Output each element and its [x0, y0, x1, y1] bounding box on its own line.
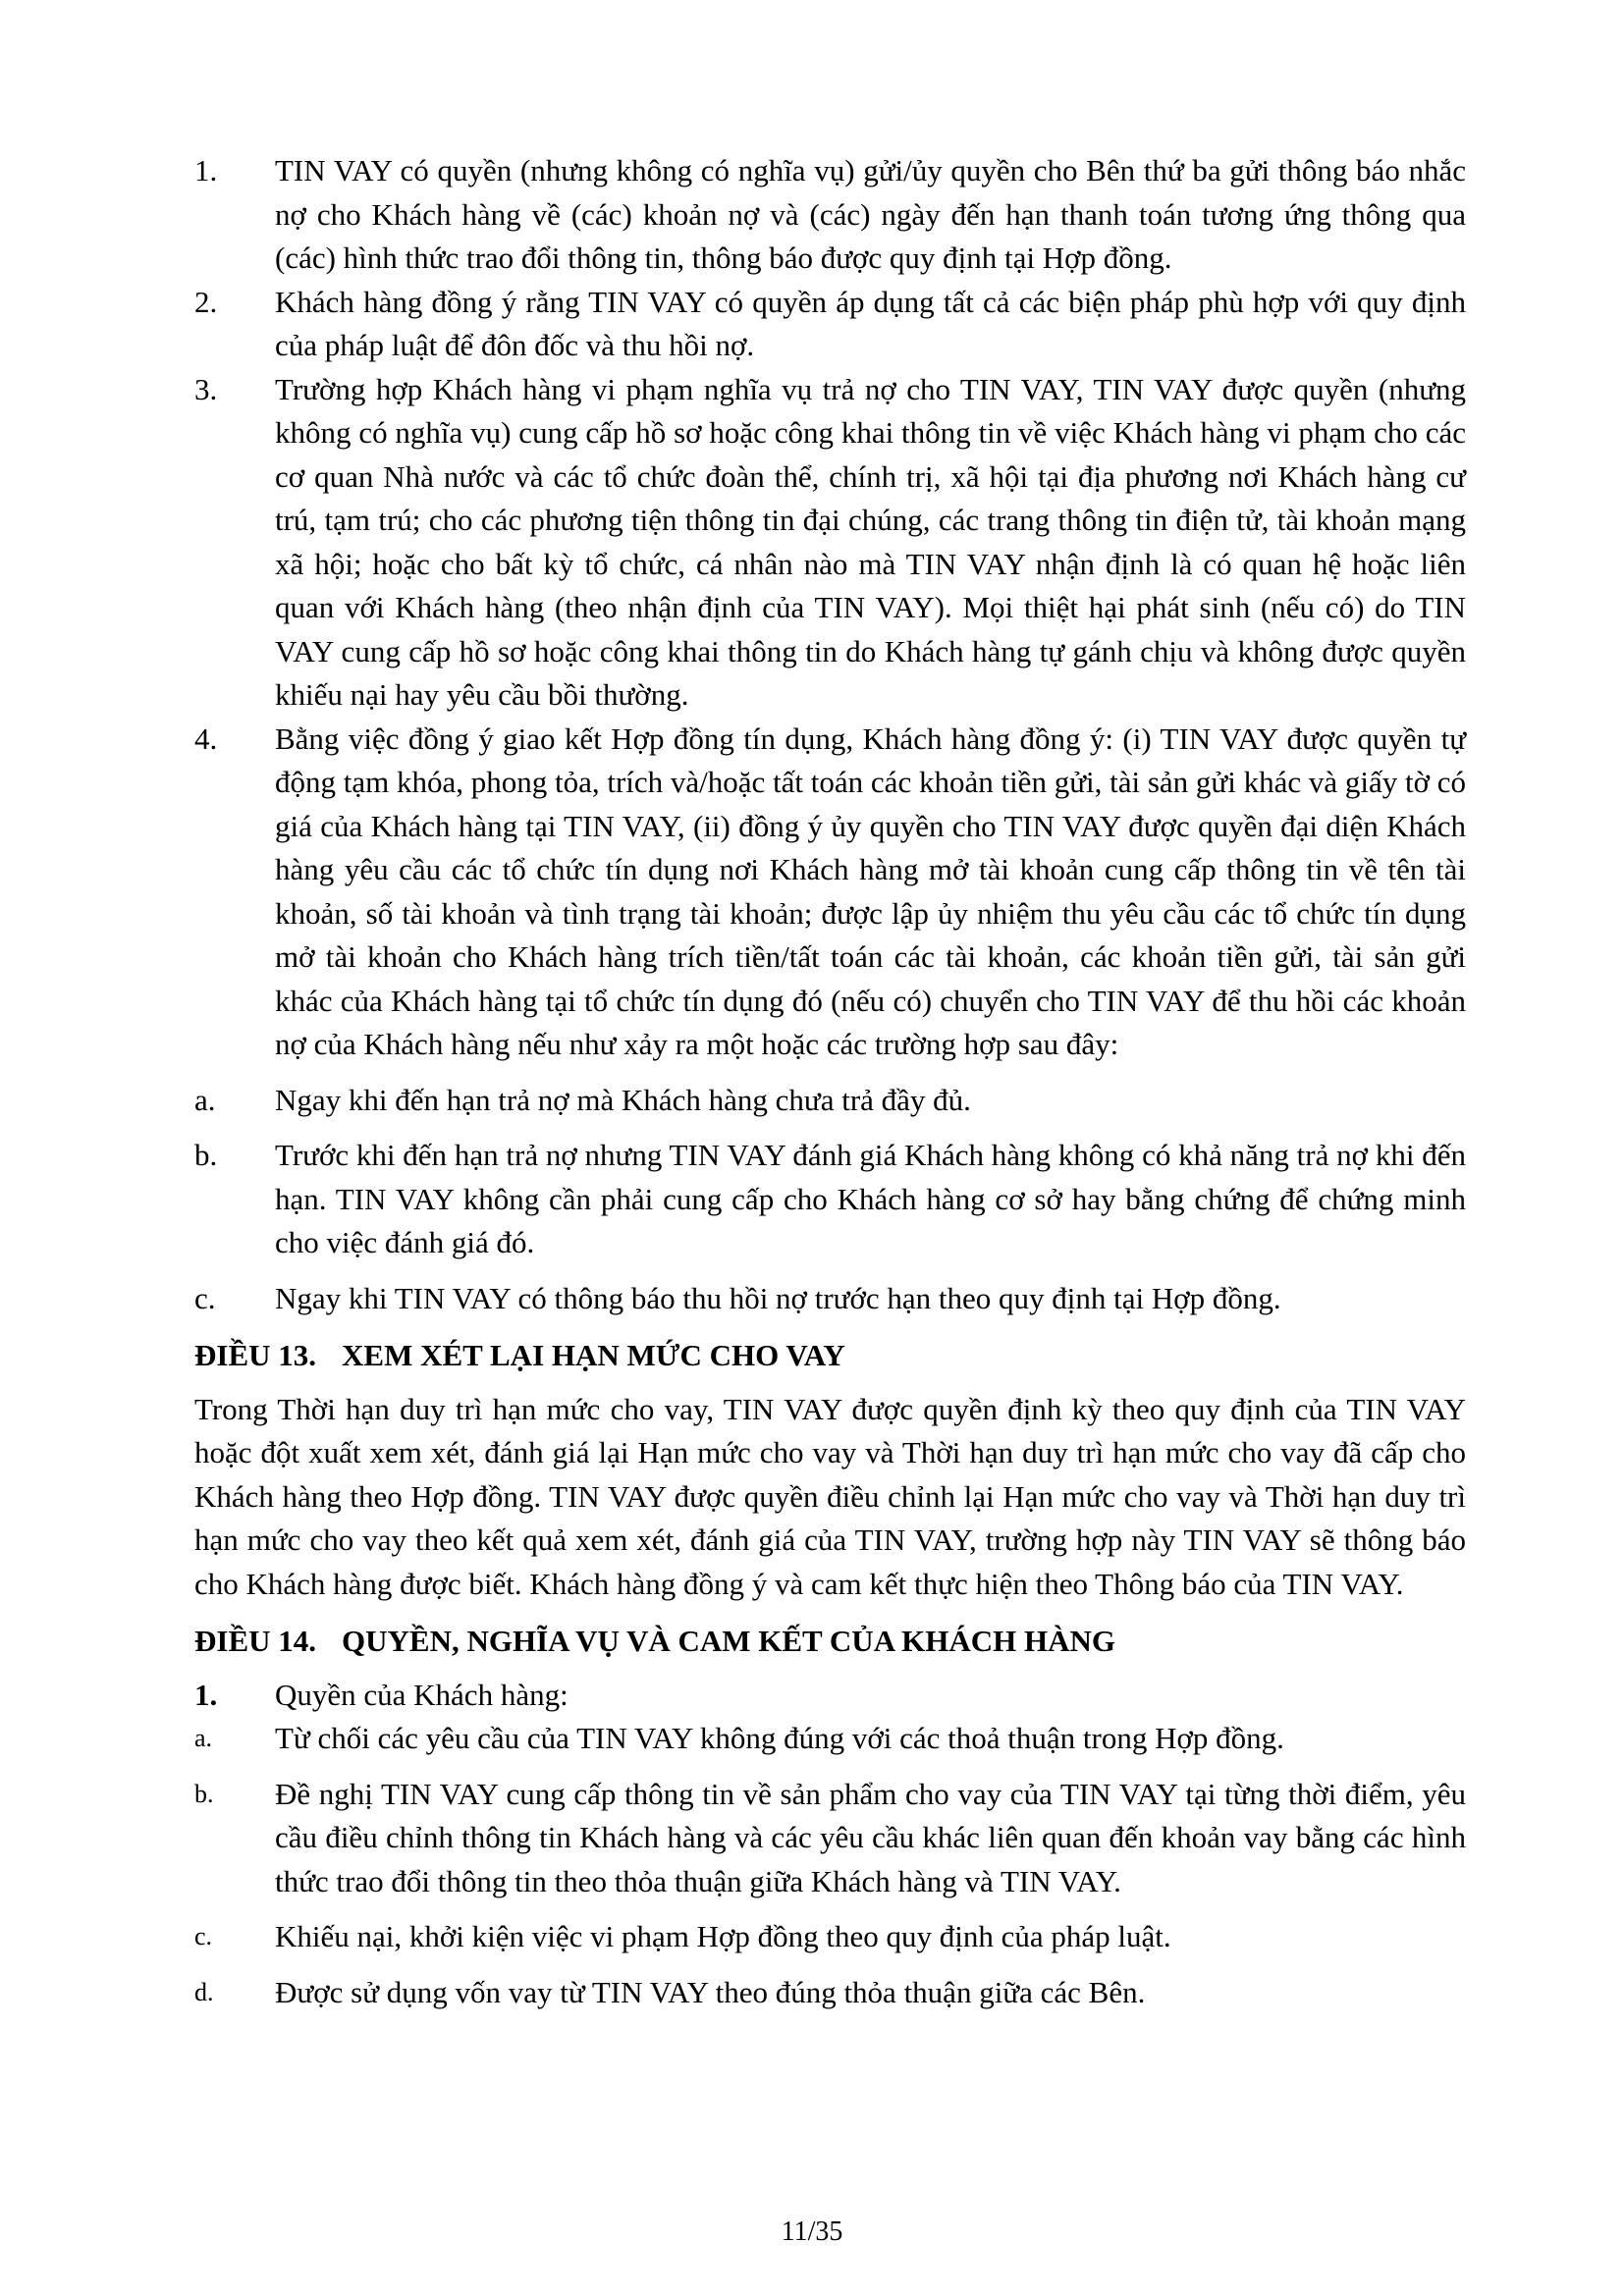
sub-clause-d: [194, 1971, 1466, 2015]
sub-clause-text: Được sử dụng vốn vay từ TIN VAY theo đúng thỏa thuận giữa các Bên.: [275, 1974, 1146, 2009]
article-title: XEM XÉT LẠI HẠN MỨC CHO VAY: [342, 1338, 845, 1372]
clause-text: Khách hàng đồng ý rằng TIN VAY có quyền áp dụng tất cả các biện pháp phù hợp với quy định của pháp luật để đôn đốc và thu hồi nợ.: [275, 284, 1466, 362]
sub-clause-letter: a.: [194, 1724, 213, 1752]
sub-clause-letter: d.: [194, 1977, 214, 2006]
sub-clause-text: Ngay khi đến hạn trả nợ mà Khách hàng chưa trả đầy đủ.: [275, 1082, 971, 1117]
article-14-heading: [194, 1620, 1466, 1664]
article-number: ĐIỀU 14.: [194, 1624, 317, 1658]
article-13-heading: [194, 1334, 1466, 1378]
sub-clause-a: [194, 1079, 1466, 1123]
page-number: 11/35: [781, 2216, 843, 2247]
clause-text: Bằng việc đồng ý giao kết Hợp đồng tín dụng, Khách hàng đồng ý: (i) TIN VAY được quyền tự động tạm khóa, phong tỏa, trích và/hoặc tất toán các khoản tiền gửi, tài sản gửi khác và giấy tờ có giá của Khách hàng tại TIN VAY, (ii) đồng ý ủy quyền cho TIN VAY được quyền đại diện Khách hàng yêu cầu các tổ chức tín dụng nơi Khách hàng mở tài khoản cung cấp thông tin về tên tài khoản, số tài khoản và tình trạng tài khoản; được lập ủy nhiệm thu yêu cầu các tổ chức tín dụng mở tài khoản cho Khách hàng trích tiền/tất toán các tài khoản, các khoản tiền gửi, tài sản gửi khác của Khách hàng tại tổ chức tín dụng đó (nếu có) chuyển cho TIN VAY để thu hồi các khoản nợ của Khách hàng nếu như xảy ra một hoặc các trường hợp sau đây:: [275, 721, 1466, 1061]
sub-clause-letter: c.: [194, 1922, 213, 1950]
sub-clause-c: [194, 1915, 1466, 1959]
sub-clause-text: Từ chối các yêu cầu của TIN VAY không đúng với các thoả thuận trong Hợp đồng.: [275, 1721, 1284, 1755]
sub-clause-c: [194, 1277, 1466, 1321]
clause-number: 2.: [194, 284, 218, 319]
sub-clause-text: Ngay khi TIN VAY có thông báo thu hồi nợ trước hạn theo quy định tại Hợp đồng.: [275, 1280, 1281, 1315]
article-number: ĐIỀU 13.: [194, 1338, 317, 1372]
clause-item-1: [194, 1674, 1466, 1718]
sub-clause-a: [194, 1717, 1466, 1761]
sub-clause-letter: c.: [194, 1280, 216, 1315]
sub-clause-letter: b.: [194, 1138, 218, 1172]
clause-item-2: [194, 281, 1466, 368]
clause-text: TIN VAY có quyền (nhưng không có nghĩa vụ) gửi/ủy quyền cho Bên thứ ba gửi thông báo nhắc nợ cho Khách hàng về (các) khoản nợ và (các) ngày đến hạn thanh toán tương ứng thông qua (các) hình thức trao đổi thông tin, thông báo được quy định tại Hợp đồng.: [275, 153, 1466, 275]
clause-item-1: [194, 149, 1466, 281]
clause-text: Quyền của Khách hàng:: [275, 1677, 568, 1712]
clause-number: 1.: [194, 153, 218, 187]
clause-number: 1.: [194, 1677, 218, 1712]
sub-clause-text: Đề nghị TIN VAY cung cấp thông tin về sản phẩm cho vay của TIN VAY tại từng thời điểm, yêu cầu điều chỉnh thông tin Khách hàng và các yêu cầu khác liên quan đến khoản vay bằng các hình thức trao đổi thông tin theo thỏa thuận giữa Khách hàng và TIN VAY.: [275, 1776, 1466, 1898]
clause-text: Trường hợp Khách hàng vi phạm nghĩa vụ trả nợ cho TIN VAY, TIN VAY được quyền (nhưng không có nghĩa vụ) cung cấp hồ sơ hoặc công khai thông tin về việc Khách hàng vi phạm cho các cơ quan Nhà nước và các tổ chức đoàn thể, chính trị, xã hội tại địa phương nơi Khách hàng cư trú, tạm trú; cho các phương tiện thông tin đại chúng, các trang thông tin điện tử, tài khoản mạng xã hội; hoặc cho bất kỳ tổ chức, cá nhân nào mà TIN VAY nhận định là có quan hệ hoặc liên quan với Khách hàng (theo nhận định của TIN VAY). Mọi thiệt hại phát sinh (nếu có) do TIN VAY cung cấp hồ sơ hoặc công khai thông tin do Khách hàng tự gánh chịu và không được quyền khiếu nại hay yêu cầu bồi thường.: [275, 371, 1466, 712]
sub-clause-b: [194, 1134, 1466, 1265]
sub-clause-text: Trước khi đến hạn trả nợ nhưng TIN VAY đánh giá Khách hàng không có khả năng trả nợ khi đến hạn. TIN VAY không cần phải cung cấp cho Khách hàng cơ sở hay bằng chứng để chứng minh cho việc đánh giá đó.: [275, 1138, 1466, 1259]
clause-number: 3.: [194, 371, 218, 406]
page-content: [194, 149, 1466, 2014]
article-13-paragraph: Trong Thời hạn duy trì hạn mức cho vay, TIN VAY được quyền định kỳ theo quy định của TIN VAY hoặc đột xuất xem xét, đánh giá lại Hạn mức cho vay và Thời hạn duy trì hạn mức cho vay đã cấp cho Khách hàng theo Hợp đồng. TIN VAY được quyền điều chỉnh lại Hạn mức cho vay và Thời hạn duy trì hạn mức cho vay theo kết quả xem xét, đánh giá của TIN VAY, trường hợp này TIN VAY sẽ thông báo cho Khách hàng được biết. Khách hàng đồng ý và cam kết thực hiện theo Thông báo của TIN VAY.: [194, 1391, 1466, 1601]
sub-clause-letter: b.: [194, 1779, 214, 1808]
article-title: QUYỀN, NGHĨA VỤ VÀ CAM KẾT CỦA KHÁCH HÀNG: [342, 1624, 1115, 1658]
clause-item-4: [194, 718, 1466, 1067]
clause-item-3: [194, 368, 1466, 718]
clause-number: 4.: [194, 721, 218, 756]
sub-clause-text: Khiếu nại, khởi kiện việc vi phạm Hợp đồng theo quy định của pháp luật.: [275, 1919, 1171, 1953]
sub-clause-b: [194, 1773, 1466, 1904]
sub-clause-letter: a.: [194, 1082, 216, 1117]
